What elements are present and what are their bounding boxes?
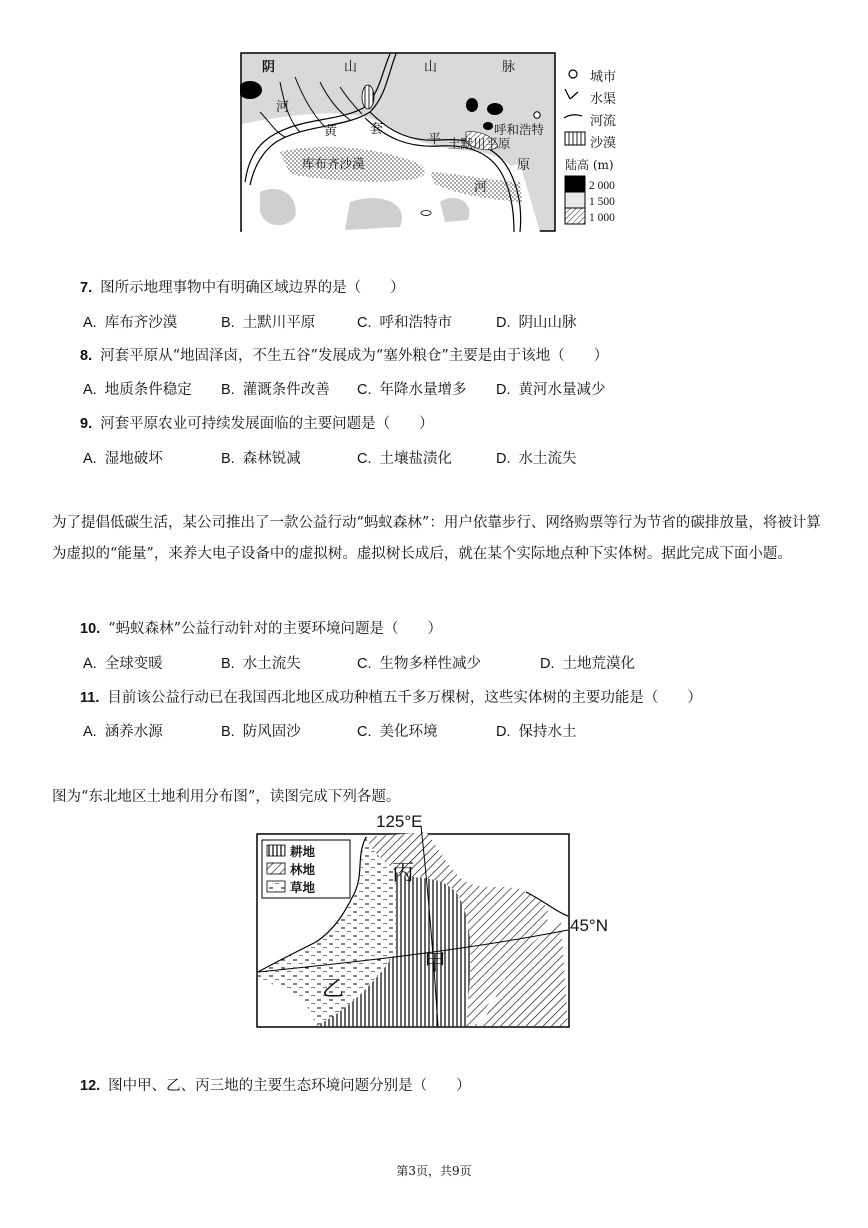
option-a[interactable]: A. 库布齐沙漠 [83,315,178,331]
question-stem: 河套平原从“地固泽卤，不生五谷”发展成为“塞外粮仓”主要是由于该地（ ） [100,348,609,364]
question-number: 12. [80,1078,101,1094]
question-number: 7. [80,280,93,296]
option-a[interactable]: A. 涵养水源 [83,724,163,740]
city-symbol [569,70,577,78]
label-yuan: 原 [517,158,531,173]
question-11 [80,686,702,707]
question-8 [80,344,608,365]
legend-e2000: 2 000 [589,180,615,192]
option-c[interactable]: C. 生物多样性减少 [357,656,481,672]
label-huhehaote: 呼和浩特 [494,122,545,137]
latitude-label: 45°N [570,916,608,935]
question-9 [80,412,434,433]
question-number: 11. [80,690,100,706]
option-c[interactable]: C. 土壤盐渍化 [357,451,452,467]
legend-canal: 水渠 [590,92,617,107]
question-number: 9. [80,416,93,432]
label-shan2: 山 [424,60,438,75]
question-number: 10. [80,621,101,637]
hetao-map [240,52,630,234]
question-stem: 河套平原农业可持续发展面临的主要问题是（ ） [100,416,434,432]
option-c[interactable]: C. 呼和浩特市 [357,315,452,331]
label-ping: 平 [428,132,442,147]
legend-grassland: 草地 [290,880,316,895]
legend-e1500: 1 500 [589,196,615,208]
option-b[interactable]: B. 土默川平原 [221,315,316,331]
question-stem: 目前该公益行动已在我国西北地区成功种植五千多万棵树，这些实体树的主要功能是（ ） [107,690,702,706]
legend-river: 河流 [590,114,617,129]
question-number: 8. [80,348,93,364]
label-shan1: 山 [344,60,358,75]
label-kubuqi: 库布齐沙漠 [302,156,365,171]
label-yi: 乙 [322,977,345,1002]
option-d[interactable]: D. 阴山山脉 [496,315,577,331]
option-b[interactable]: B. 水土流失 [221,656,301,672]
option-a[interactable]: A. 湿地破坏 [83,451,163,467]
option-a[interactable]: A. 地质条件稳定 [83,382,192,398]
label-mai: 脉 [502,60,516,75]
option-c[interactable]: C. 年降水量增多 [357,382,467,398]
question-stem: “蚂蚁森林”公益行动针对的主要环境问题是（ ） [108,621,442,637]
label-he-right: 河 [474,180,488,195]
northeast-landuse-map [256,812,626,1034]
grassland-symbol [267,881,285,892]
legend-forest: 林地 [290,862,316,877]
longitude-label: 125°E [376,812,423,831]
legend-city: 城市 [590,70,617,85]
option-c[interactable]: C. 美化环境 [357,724,438,740]
question-7 [80,276,405,297]
label-tao: 套 [370,122,384,137]
option-b[interactable]: B. 灌溉条件改善 [221,382,330,398]
canal-symbol [565,89,578,99]
option-b[interactable]: B. 森林锐减 [221,451,301,467]
legend-elevation-title: 陆高 (m) [565,158,614,172]
option-a[interactable]: A. 全球变暖 [83,656,163,672]
label-jia: 甲 [424,951,447,976]
question-10 [80,617,442,638]
label-huang: 黄 [324,124,338,139]
question-12 [80,1074,471,1095]
option-d[interactable]: D. 水土流失 [496,451,577,467]
label-bing: 丙 [392,861,415,886]
legend-desert: 沙漠 [590,136,617,151]
label-he-left: 河 [276,100,290,115]
question-stem: 图中甲、乙、丙三地的主要生态环境问题分别是（ ） [108,1078,471,1094]
option-b[interactable]: B. 防风固沙 [221,724,301,740]
label-yin: 阴 [262,60,276,75]
option-d[interactable]: D. 保持水土 [496,724,577,740]
label-tumochuan: 土默川平原 [448,136,511,151]
option-d[interactable]: D. 土地荒漠化 [540,656,635,672]
legend-farmland: 耕地 [290,844,316,859]
river-symbol [564,115,582,118]
intro-northeast-map: 图为“东北地区土地利用分布图”，读图完成下列各题。 [52,789,401,805]
page-footer: 第3页，共9页 [396,1164,472,1178]
forest-symbol [267,863,285,874]
legend-e1000: 1 000 [589,212,615,224]
desert-symbol [565,132,585,145]
passage-ant-forest: 为了提倡低碳生活，某公司推出了一款公益行动“蚂蚁森林”：用户依靠步行、网络购票等行为节省的碳排放量，将被计算为虚拟的“能量”，来养大电子设备中的虚拟树。虚拟树长成后，就在某个实际地点种下实体树。据此完成下面小题。 [52,515,821,562]
question-stem: 图所示地理事物中有明确区域边界的是（ ） [100,280,405,296]
farmland-symbol [267,845,285,856]
option-d[interactable]: D. 黄河水量减少 [496,382,606,398]
